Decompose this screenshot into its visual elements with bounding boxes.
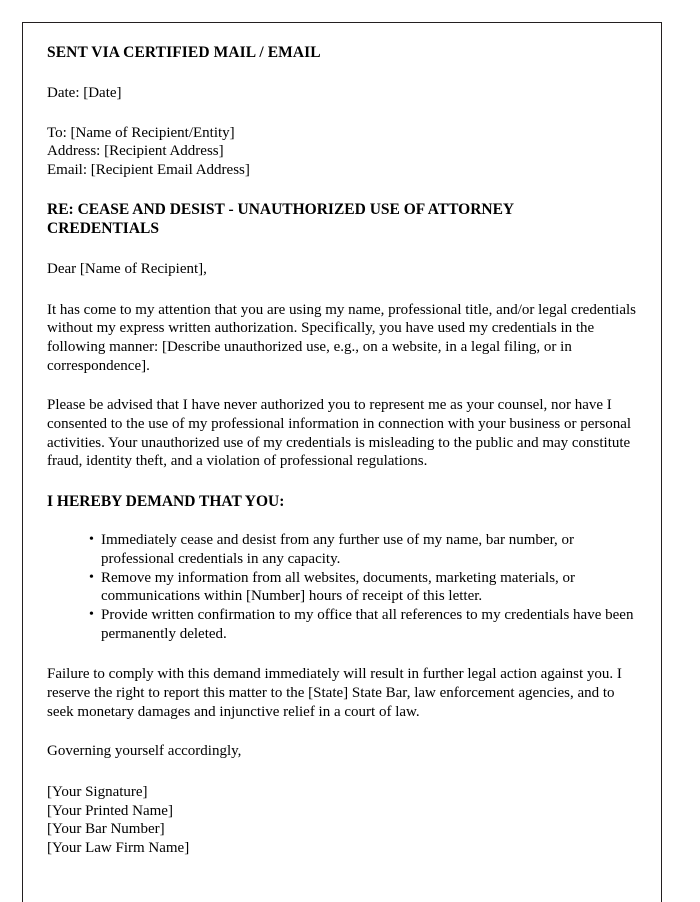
demand-heading: I HEREBY DEMAND THAT YOU: xyxy=(47,493,285,511)
document-page xyxy=(22,22,662,902)
law-firm-name-line: [Your Law Firm Name] xyxy=(47,839,190,856)
consequences-paragraph: Failure to comply with this demand immediately will result in further legal action against you. I reserve the right to report this matter to the [State] State Bar, law enforcement agencies, and to seek monetary damages and injunctive relief in a court of law. xyxy=(47,666,622,720)
recipient-email-line: Email: [Recipient Email Address] xyxy=(47,161,250,178)
date-block xyxy=(47,84,641,103)
salutation-line: Dear [Name of Recipient], xyxy=(47,261,207,277)
demand-list xyxy=(47,531,641,643)
body-paragraph: It has come to my attention that you are using my name, professional title, and/or legal credentials without my express written authorization. Specifically, you have used my credentials in the following manner: [Describe unauthorized use, e.g., on a website, in a legal filing, or in correspondence]. xyxy=(47,301,636,374)
signature-block xyxy=(47,783,641,857)
recipient-block xyxy=(47,124,641,180)
sign-off-line: Governing yourself accordingly, xyxy=(47,743,242,760)
list-item: • Immediately cease and desist from any further use of my name, bar number, or professional credentials in any capacity. xyxy=(89,531,641,568)
recipient-address-line: Address: [Recipient Address] xyxy=(47,143,224,159)
signature-line: [Your Signature] xyxy=(47,783,148,800)
bar-number-line: [Your Bar Number] xyxy=(47,821,165,838)
delivery-method-heading: SENT VIA CERTIFIED MAIL / EMAIL xyxy=(47,44,321,61)
list-item: • Remove my information from all websites, documents, marketing materials, or communications within [Number] hours of receipt of this letter. xyxy=(89,569,641,606)
letter-content xyxy=(47,43,641,857)
subject-heading: RE: CEASE AND DESIST - UNAUTHORIZED USE OF ATTORNEY CREDENTIALS xyxy=(47,201,514,237)
body-paragraph: Please be advised that I have never authorized you to represent me as your counsel, nor have I consented to the use of my professional information in connection with your business or personal activities. Your unauthorized use of my credentials is misleading to the public and may constitute fraud, identity theft, and a violation of professional regulations. xyxy=(47,397,632,470)
printed-name-line: [Your Printed Name] xyxy=(47,802,173,819)
list-item: • Provide written confirmation to my office that all references to my credentials have been permanently deleted. xyxy=(89,606,641,643)
recipient-to-line: To: [Name of Recipient/Entity] xyxy=(47,124,235,141)
date-line: Date: [Date] xyxy=(47,85,122,101)
